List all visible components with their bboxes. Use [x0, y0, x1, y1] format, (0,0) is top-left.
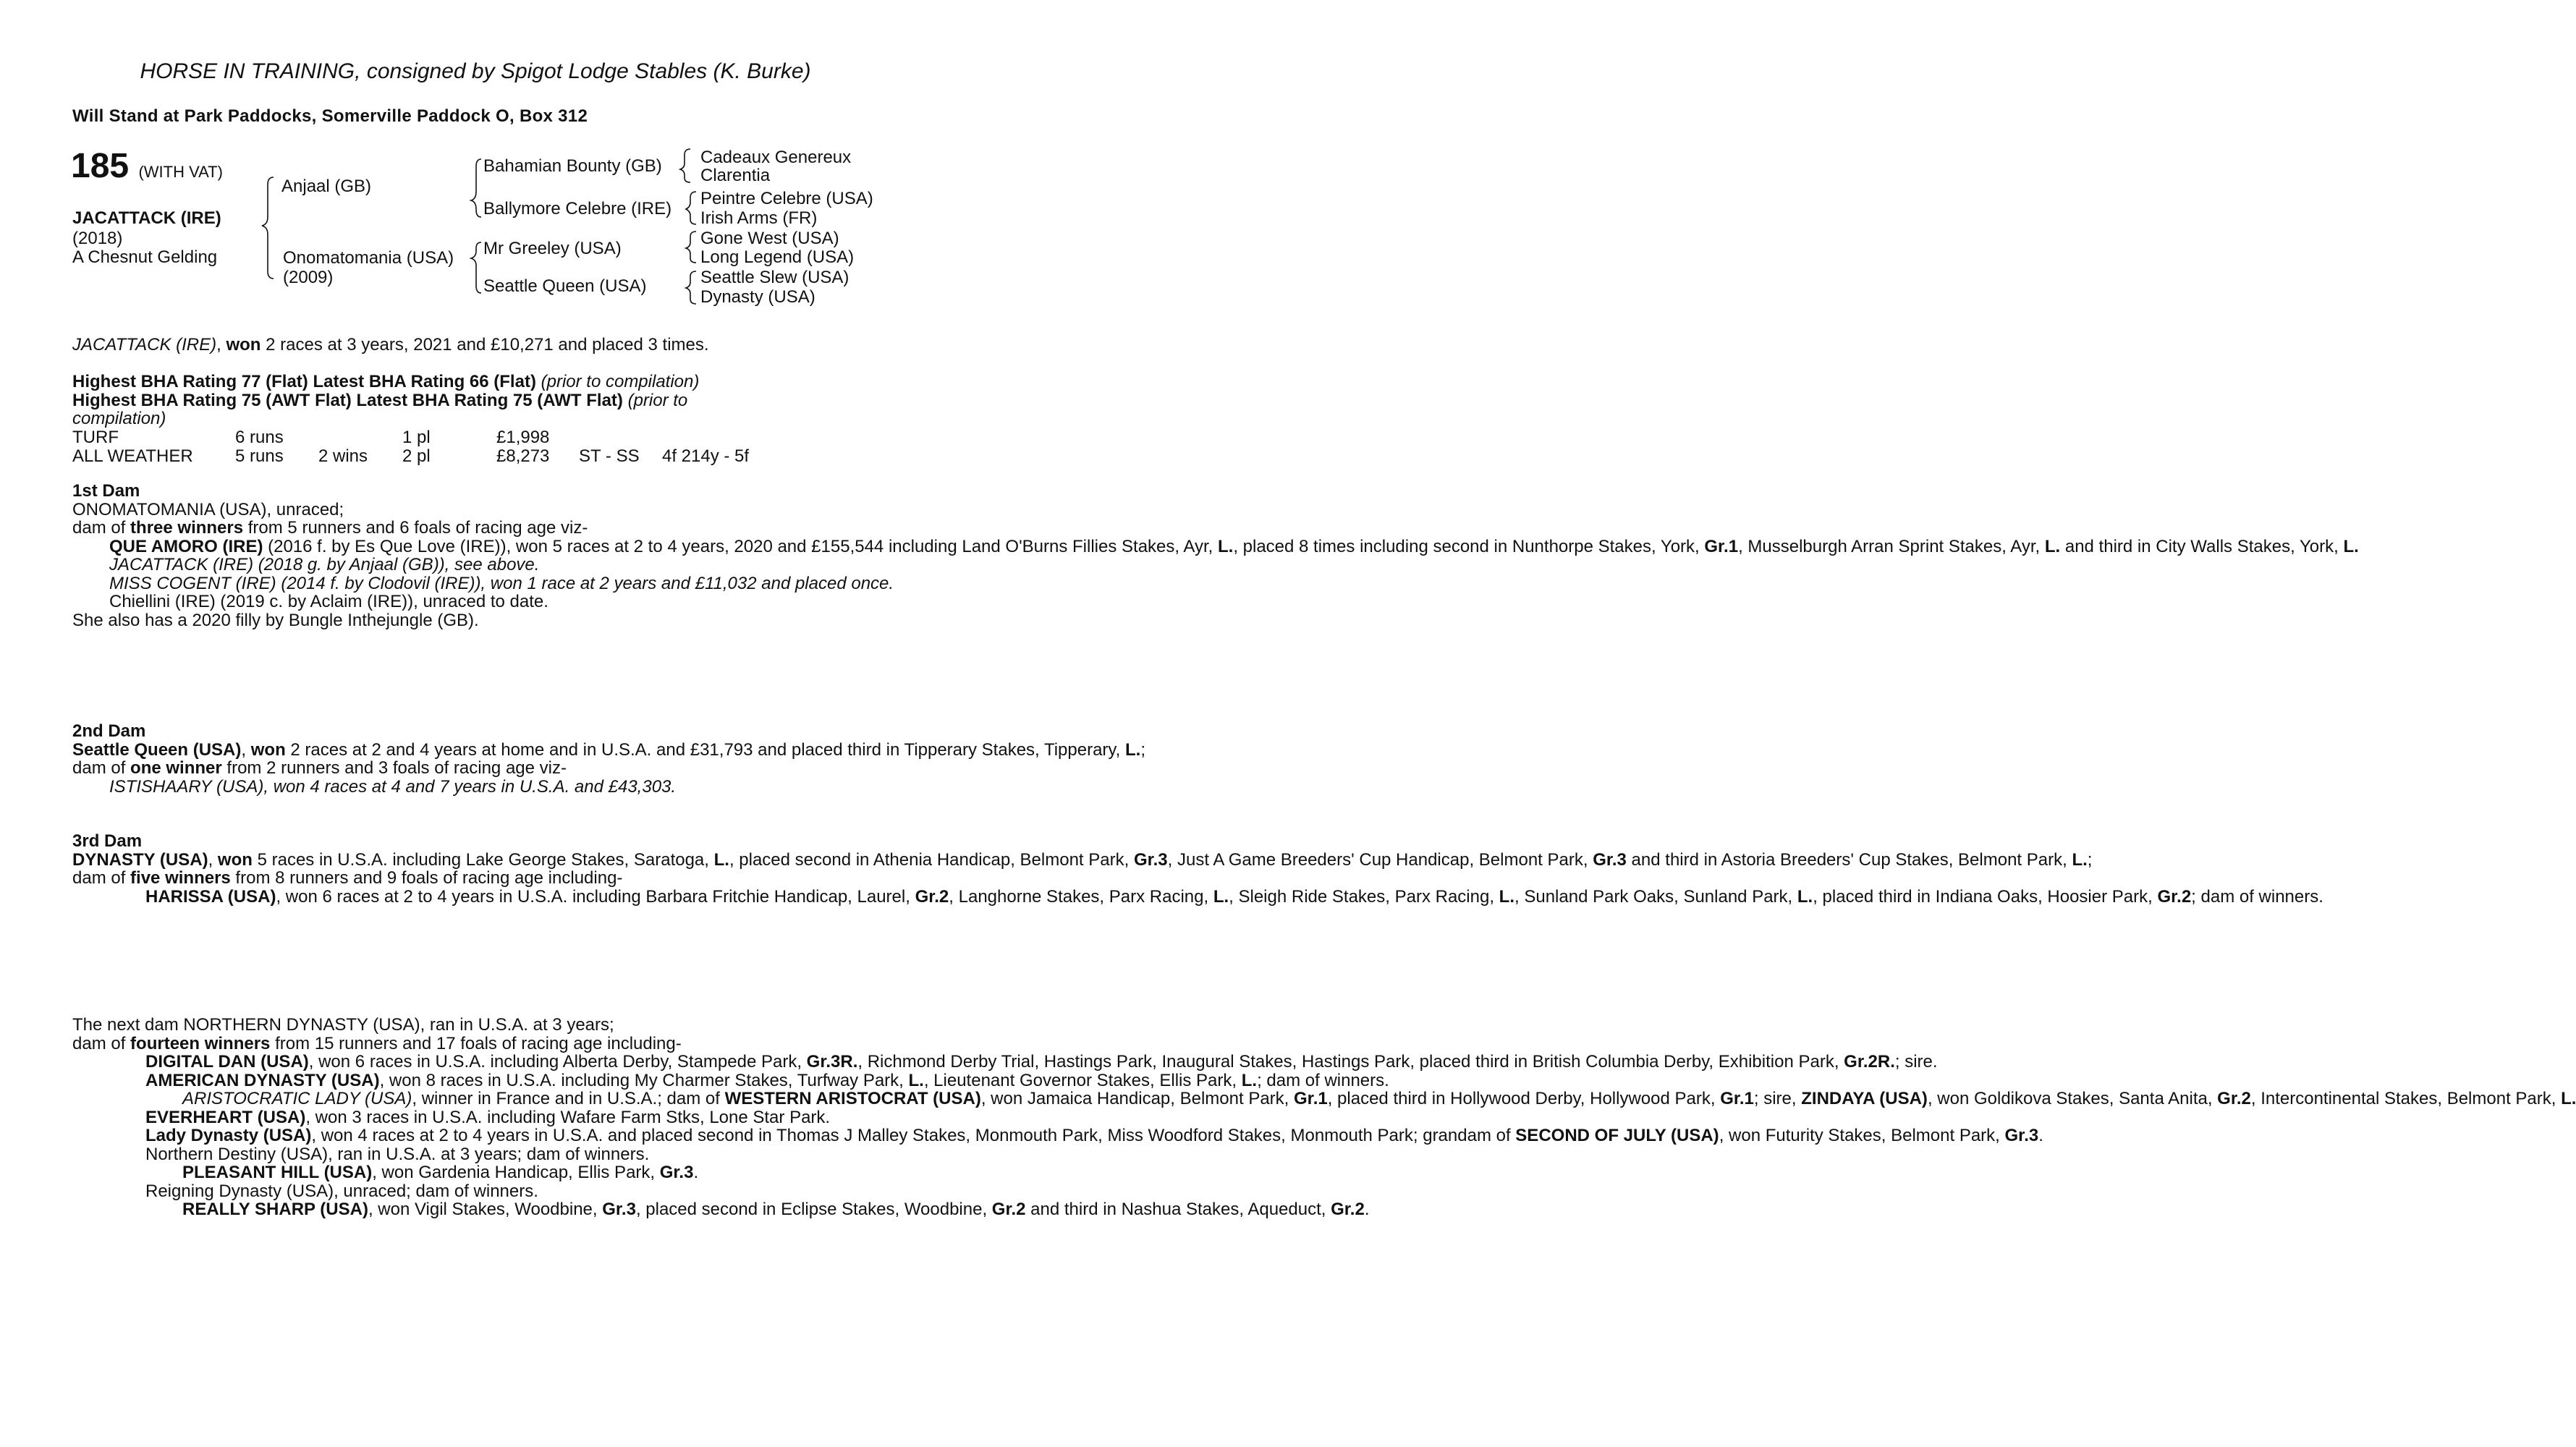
summary-rest: 2 races at 3 years, 2021 and £10,271 and placed 3 times.: [260, 335, 709, 355]
first-dam-produce-intro: [72, 519, 873, 538]
horse-name: DYNASTY (USA): [72, 849, 208, 870]
produce-pleasant-hill: PLEASANT HILL (USA), won Gardenia Handicap, Ellis Park, Gr.3.: [182, 1163, 699, 1182]
grade: Gr.1: [1704, 536, 1739, 556]
pedigree-dam-sire: Mr Greeley (USA): [483, 239, 622, 258]
text: dam of: [72, 518, 131, 538]
horse-name: WESTERN ARISTOCRAT (USA): [724, 1089, 981, 1108]
first-dam-section: [72, 481, 2359, 630]
first-dam-heading: 1st Dam: [72, 481, 140, 501]
horse-name: REALLY SHARP (USA): [182, 1200, 368, 1219]
text: and third in City Walls Stakes, York,: [2060, 536, 2344, 556]
text: from 15 runners and 17 foals of racing age including-: [270, 1033, 682, 1053]
text: ; dam of winners.: [2191, 886, 2323, 907]
stats-surface: TURF: [72, 428, 119, 447]
produce-northern-destiny: Northern Destiny (USA), ran in U.S.A. at 3 years; dam of winners.: [145, 1144, 650, 1164]
text: , Sunland Park Oaks, Sunland Park,: [1514, 886, 1797, 907]
pedigree-gen4-5: Gone West (USA): [700, 229, 839, 248]
produce-aristocratic-lady: [72, 1089, 2576, 1108]
produce-really-sharp: REALLY SHARP (USA), won Vigil Stakes, Woodbine, Gr.3, placed second in Eclipse Stakes, Woodbine, Gr.2 and third in Nashua Stakes, Aqueduct, Gr.2.: [182, 1200, 1370, 1219]
produce-istishaary: ISTISHAARY (USA), won 4 races at 4 and 7 years in U.S.A. and £43,303.: [109, 776, 677, 797]
grade: L.: [1499, 886, 1514, 907]
pedigree-dam-dam: Seattle Queen (USA): [483, 276, 647, 296]
rating-flat: Highest BHA Rating 77 (Flat) Latest BHA Rating 66 (Flat): [72, 372, 536, 391]
next-dam-intro: The next dam NORTHERN DYNASTY (USA), ran in U.S.A. at 3 years;: [72, 1015, 614, 1035]
text: from 2 runners and 3 foals of racing age viz-: [221, 758, 567, 778]
stats-going: ST - SS: [579, 446, 640, 466]
grade: Gr.3: [1593, 849, 1627, 870]
horse-name: HARISSA (USA): [145, 886, 276, 907]
produce-jacattack: JACATTACK (IRE) (2018 g. by Anjaal (GB)), see above.: [109, 555, 540, 574]
stats-wins: 2 wins: [318, 446, 368, 466]
horse-name: ARISTOCRATIC LADY (USA): [182, 1089, 412, 1108]
text: and third in Nashua Stakes, Aqueduct,: [1025, 1200, 1331, 1219]
text: dam of: [72, 868, 131, 888]
vat-label: (WITH VAT): [138, 163, 223, 181]
produce-que-amoro: [72, 536, 2359, 556]
third-dam-record: DYNASTY (USA), won 5 races in U.S.A. including Lake George Stakes, Saratoga, L., placed second in Athenia Handicap, Belmont Park, Gr.3, Just A Game Breeders' Cup Handicap, Belmont Park, Gr.3 and third in Astoria Breeders' Cup Stakes, Belmont Park, L.;: [72, 849, 2093, 870]
third-dam-section: [72, 831, 2323, 907]
next-dam-produce-intro: [72, 1035, 873, 1053]
grade: L.: [1217, 536, 1234, 556]
text: , winner in France and in U.S.A.; dam of: [412, 1089, 725, 1108]
pedigree-gen4-6: Long Legend (USA): [700, 247, 855, 267]
text: , Richmond Derby Trial, Hastings Park, Inaugural Stakes, Hastings Park, placed third in British Columbia Derby, Exhibition Park,: [857, 1052, 1844, 1072]
stats-placed: 1 pl: [402, 428, 431, 447]
summary-name: JACATTACK (IRE): [72, 335, 217, 355]
horse-name: JACATTACK (IRE): [72, 208, 221, 228]
grade: Gr.2: [2217, 1089, 2251, 1108]
won-label: won: [217, 849, 253, 870]
text: , placed second in Eclipse Stakes, Woodbine,: [635, 1200, 992, 1219]
produce-reigning-dynasty: Reigning Dynasty (USA), unraced; dam of winners.: [145, 1181, 538, 1201]
stats-runs: 5 runs: [235, 446, 284, 466]
grade: Gr.2: [991, 1200, 1026, 1219]
text: , won 6 races in U.S.A. including Alberta Derby, Stampede Park,: [308, 1052, 807, 1072]
text: ; dam of winners.: [1257, 1070, 1389, 1090]
pedigree-gen4-7: Seattle Slew (USA): [700, 268, 850, 287]
rating-flat-note: (prior to compilation): [541, 372, 700, 391]
grade: Gr.3: [602, 1200, 636, 1219]
grade: L.: [1213, 886, 1229, 907]
text: from 8 runners and 9 foals of racing age including-: [230, 868, 623, 888]
horse-name: QUE AMORO (IRE): [109, 536, 263, 556]
rating-awt-note-a: (prior to: [627, 390, 688, 410]
grade: L.: [908, 1070, 924, 1090]
second-dam-section: [72, 721, 1145, 797]
produce-miss-cogent: MISS COGENT (IRE) (2014 f. by Clodovil (IRE)), won 1 race at 2 years and £11,032 and placed once.: [109, 573, 894, 593]
grade: Gr.3: [659, 1163, 694, 1182]
text: 2 races at 2 and 4 years at home and in U.S.A. and £31,793 and placed third in Tipperary Stakes, Tipperary,: [285, 739, 1125, 760]
text: ; sire,: [1753, 1089, 1802, 1108]
grade: Gr.1: [1720, 1089, 1754, 1108]
second-dam-produce-intro: [72, 759, 873, 778]
text: , won Futurity Stakes, Belmont Park,: [1719, 1126, 2005, 1145]
ratings-block: [72, 373, 873, 428]
grade: Gr.3: [1133, 849, 1168, 870]
grade: Gr.3R.: [806, 1052, 858, 1072]
page-header: HORSE IN TRAINING, consigned by Spigot Lodge Stables (K. Burke): [140, 59, 811, 83]
grade: L.: [2561, 1089, 2576, 1108]
pedigree-sire: Anjaal (GB): [281, 177, 372, 196]
first-dam-intro: ONOMATOMANIA (USA), unraced;: [72, 499, 344, 519]
horse-name: Seattle Queen (USA): [72, 739, 242, 760]
grade: L.: [2072, 849, 2088, 870]
text: , won 3 races in U.S.A. including Wafare Farm Stks, Lone Star Park.: [305, 1107, 831, 1127]
winners-count: one winner: [130, 758, 222, 778]
stats-surface: ALL WEATHER: [72, 446, 193, 466]
pedigree-dam-year: (2009): [283, 268, 334, 287]
second-dam-record: Seattle Queen (USA), won 2 races at 2 and 4 years at home and in U.S.A. and £31,793 and placed third in Tipperary Stakes, Tipperary, L.;: [72, 739, 1145, 760]
text: dam of: [72, 758, 131, 778]
summary-won: won: [226, 335, 261, 355]
winners-count: five winners: [130, 868, 231, 888]
text: , Sleigh Ride Stakes, Parx Racing,: [1229, 886, 1499, 907]
horse-name: EVERHEART (USA): [145, 1107, 306, 1127]
text: and third in Astoria Breeders' Cup Stakes, Belmont Park,: [1626, 849, 2072, 870]
text: , Intercontinental Stakes, Belmont Park,: [2250, 1089, 2562, 1108]
text: , Just A Game Breeders' Cup Handicap, Belmont Park,: [1167, 849, 1593, 870]
pedigree-sire-sire: Bahamian Bounty (GB): [483, 156, 662, 176]
text: , won Vigil Stakes, Woodbine,: [368, 1200, 603, 1219]
horse-name: ZINDAYA (USA): [1801, 1089, 1928, 1108]
grade: Gr.3: [2004, 1126, 2039, 1145]
text: dam of: [72, 1033, 131, 1053]
text: (2016 f. by Es Que Love (IRE)), won 5 races at 2 to 4 years, 2020 and £155,544 including Land O'Burns Fillies Stakes, Ayr,: [263, 536, 1218, 556]
stats-earnings: £8,273: [496, 446, 550, 466]
pedigree-gen4-4: Irish Arms (FR): [700, 208, 818, 228]
text: , Musselburgh Arran Sprint Stakes, Ayr,: [1738, 536, 2045, 556]
text: , Langhorne Stakes, Parx Racing,: [949, 886, 1213, 907]
rating-awt-note-b: compilation): [72, 409, 166, 428]
horse-name: Lady Dynasty (USA): [145, 1126, 312, 1145]
grade: L.: [1124, 739, 1141, 760]
horse-name: SECOND OF JULY (USA): [1515, 1126, 1719, 1145]
pedigree-gen4-8: Dynasty (USA): [700, 287, 815, 307]
pedigree-sire-dam: Ballymore Celebre (IRE): [483, 199, 672, 218]
winners-count: three winners: [130, 518, 244, 538]
text: , won Goldikova Stakes, Santa Anita,: [1927, 1089, 2218, 1108]
pedigree-dam: Onomatomania (USA): [283, 248, 454, 268]
text: , won 8 races in U.S.A. including My Charmer Stakes, Turfway Park,: [379, 1070, 909, 1090]
horse-description: A Chesnut Gelding: [72, 247, 218, 267]
grade: L.: [713, 849, 729, 870]
lot-number-value: 185: [71, 147, 130, 185]
grade: Gr.2: [2157, 886, 2192, 907]
produce-harissa: [72, 886, 2323, 907]
text: , Lieutenant Governor Stakes, Ellis Park,: [923, 1070, 1242, 1090]
race-summary: JACATTACK (IRE), won 2 races at 3 years, 2021 and £10,271 and placed 3 times.: [72, 335, 709, 355]
grade: Gr.1: [1294, 1089, 1328, 1108]
produce-filly-note: She also has a 2020 filly by Bungle Inthejungle (GB).: [72, 610, 479, 630]
pedigree-gen4-3: Peintre Celebre (USA): [700, 189, 873, 208]
grade: L.: [1241, 1070, 1258, 1090]
text: , placed 8 times including second in Nunthorpe Stakes, York,: [1233, 536, 1705, 556]
stats-earnings: £1,998: [496, 428, 550, 447]
pedigree-gen4-2: Clarentia: [700, 166, 771, 185]
stats-placed: 2 pl: [402, 446, 431, 466]
grade: Gr.2: [915, 886, 949, 907]
next-dam-section: [72, 1015, 2576, 1219]
stats-distance: 4f 214y - 5f: [662, 446, 750, 466]
won-label: won: [250, 739, 286, 760]
horse-name: AMERICAN DYNASTY (USA): [145, 1070, 380, 1090]
pedigree-gen4-1: Cadeaux Genereux: [700, 148, 852, 167]
text: , won Jamaica Handicap, Belmont Park,: [980, 1089, 1295, 1108]
rating-awt: Highest BHA Rating 75 (AWT Flat) Latest BHA Rating 75 (AWT Flat): [72, 390, 623, 410]
second-dam-heading: 2nd Dam: [72, 721, 146, 741]
text: , placed second in Athenia Handicap, Belmont Park,: [729, 849, 1134, 870]
text: 5 races in U.S.A. including Lake George Stakes, Saratoga,: [252, 849, 714, 870]
grade: Gr.2R.: [1844, 1052, 1895, 1072]
horse-name: PLEASANT HILL (USA): [182, 1163, 373, 1182]
stand-location: Will Stand at Park Paddocks, Somerville Paddock O, Box 312: [72, 106, 588, 126]
produce-lady-dynasty: Lady Dynasty (USA), won 4 races at 2 to 4 years in U.S.A. and placed second in Thomas J Malley Stakes, Monmouth Park, Miss Woodford Stakes, Monmouth Park; grandam of SECOND OF JULY (USA), won Futurity Stakes, Belmont Park, Gr.3.: [145, 1126, 2043, 1145]
text: ; sire.: [1894, 1052, 1938, 1072]
winners-count: fourteen winners: [130, 1033, 271, 1053]
produce-american-dynasty: [72, 1070, 1389, 1090]
produce-chiellini: Chiellini (IRE) (2019 c. by Aclaim (IRE)), unraced to date.: [109, 592, 548, 611]
grade: L.: [2343, 536, 2359, 556]
horse-name: DIGITAL DAN (USA): [145, 1052, 309, 1072]
produce-digital-dan: [72, 1052, 1938, 1072]
third-dam-produce-intro: [72, 869, 873, 888]
text: , won Gardenia Handicap, Ellis Park,: [372, 1163, 660, 1182]
text: , placed third in Hollywood Derby, Hollywood Park,: [1327, 1089, 1721, 1108]
produce-everheart: [72, 1108, 873, 1127]
text: , won 6 races at 2 to 4 years in U.S.A. including Barbara Fritchie Handicap, Laurel,: [276, 886, 915, 907]
grade: Gr.2: [1331, 1200, 1365, 1219]
third-dam-heading: 3rd Dam: [72, 831, 143, 851]
text: from 5 runners and 6 foals of racing age viz-: [243, 518, 588, 538]
text: , won 4 races at 2 to 4 years in U.S.A. and placed second in Thomas J Malley Stakes, Monmouth Park, Miss Woodford Stakes, Monmouth Park; grandam of: [311, 1126, 1516, 1145]
horse-year: (2018): [72, 229, 123, 248]
stats-runs: 6 runs: [235, 428, 284, 447]
grade: L.: [2044, 536, 2061, 556]
text: , placed third in Indiana Oaks, Hoosier Park,: [1813, 886, 2158, 907]
grade: L.: [1797, 886, 1813, 907]
